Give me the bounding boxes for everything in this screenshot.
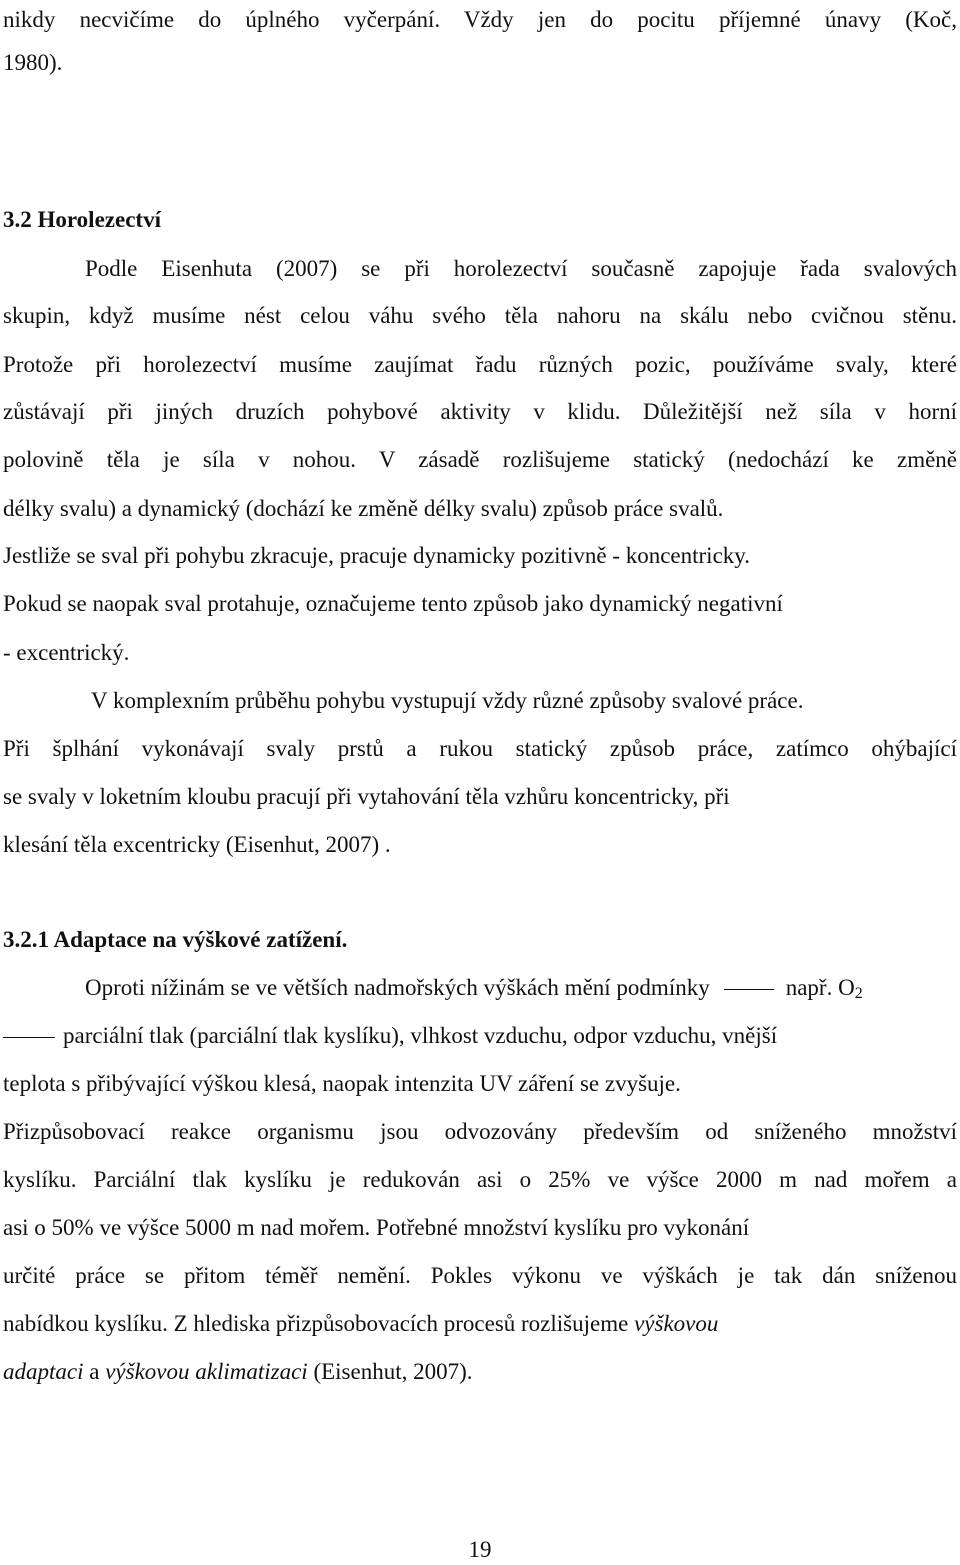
text-span: (Eisenhut, 2007). xyxy=(307,1359,473,1384)
text-line: polovině těla je síla v nohou. V zásadě rozlišujeme statický (nedochází ke změně xyxy=(3,447,957,472)
text-line: Jestliže se sval při pohybu zkracuje, pracuje dynamicky pozitivně - koncentricky. xyxy=(3,543,751,568)
text-line: Podle Eisenhuta (2007) se při horolezectví současně zapojuje řada svalových xyxy=(85,256,957,281)
subsection-heading: 3.2.1 Adaptace na výškové zatížení. xyxy=(3,927,348,952)
text-line: určité práce se přitom téměř nemění. Pokles výkonu ve výškách je tak dán sníženou xyxy=(3,1263,957,1288)
text-line xyxy=(3,1357,957,1387)
text-line xyxy=(3,1309,957,1339)
text-line: nikdy necvičíme do úplného vyčerpání. Vždy jen do pocitu příjemné únavy (Koč, xyxy=(3,7,957,32)
text-line xyxy=(3,1021,957,1051)
text-line: teplota s přibývající výškou klesá, naopak intenzita UV záření se zvyšuje. xyxy=(3,1071,681,1096)
text-span: nabídkou kyslíku. Z hlediska přizpůsobovacích procesů rozlišujeme xyxy=(3,1311,635,1336)
subscript: 2 xyxy=(854,985,863,1002)
text-span: parciální tlak (parciální tlak kyslíku), vlhkost vzduchu, odpor vzduchu, vnější xyxy=(63,1023,778,1048)
text-line xyxy=(85,973,957,1009)
text-line: délky svalu) a dynamický (dochází ke změně délky svalu) způsob práce svalů. xyxy=(3,496,724,521)
text-line: kyslíku. Parciální tlak kyslíku je redukován asi o 25% ve výšce 2000 m nad mořem a xyxy=(3,1167,957,1192)
text-line: 1980). xyxy=(3,50,63,75)
text-line: Při šplhání vykonávají svaly prstů a rukou statický způsob práce, zatímco ohýbající xyxy=(3,736,957,761)
italic-term: výškovou aklimatizaci xyxy=(105,1359,308,1384)
italic-term: výškovou xyxy=(634,1311,719,1336)
text-line: skupin, když musíme nést celou váhu svého těla nahoru na skálu nebo cvičnou stěnu. xyxy=(3,303,957,328)
text-line: klesání těla excentricky (Eisenhut, 2007) . xyxy=(3,832,391,857)
text-line: V komplexním průběhu pohybu vystupují vždy různé způsoby svalové práce. xyxy=(91,688,804,713)
dash-rule xyxy=(3,1037,55,1038)
text-span: a xyxy=(83,1359,106,1384)
dash-rule xyxy=(724,989,774,990)
text-line: se svaly v loketním kloubu pracují při vytahování těla vzhůru koncentricky, při xyxy=(3,784,730,809)
text-line: Přizpůsobovací reakce organismu jsou odvozovány především od sníženého množství xyxy=(3,1119,957,1144)
text-line: Protože při horolezectví musíme zaujímat řadu různých pozic, používáme svaly, které xyxy=(3,352,957,377)
text-line: - excentrický. xyxy=(3,640,130,665)
text-line: Pokud se naopak sval protahuje, označujeme tento způsob jako dynamický negativní xyxy=(3,591,783,616)
text-line: asi o 50% ve výšce 5000 m nad mořem. Potřebné množství kyslíku pro vykonání xyxy=(3,1215,750,1240)
section-heading: 3.2 Horolezectví xyxy=(3,207,161,232)
text-span: Oproti nížinám se ve větších nadmořských výškách mění podmínky xyxy=(85,975,710,1000)
italic-term: adaptaci xyxy=(3,1359,84,1384)
text-line: zůstávají při jiných druzích pohybové aktivity v klidu. Důležitější než síla v horní xyxy=(3,399,957,424)
text-span: např. O xyxy=(785,975,855,1000)
page-number: 19 xyxy=(468,1537,492,1562)
